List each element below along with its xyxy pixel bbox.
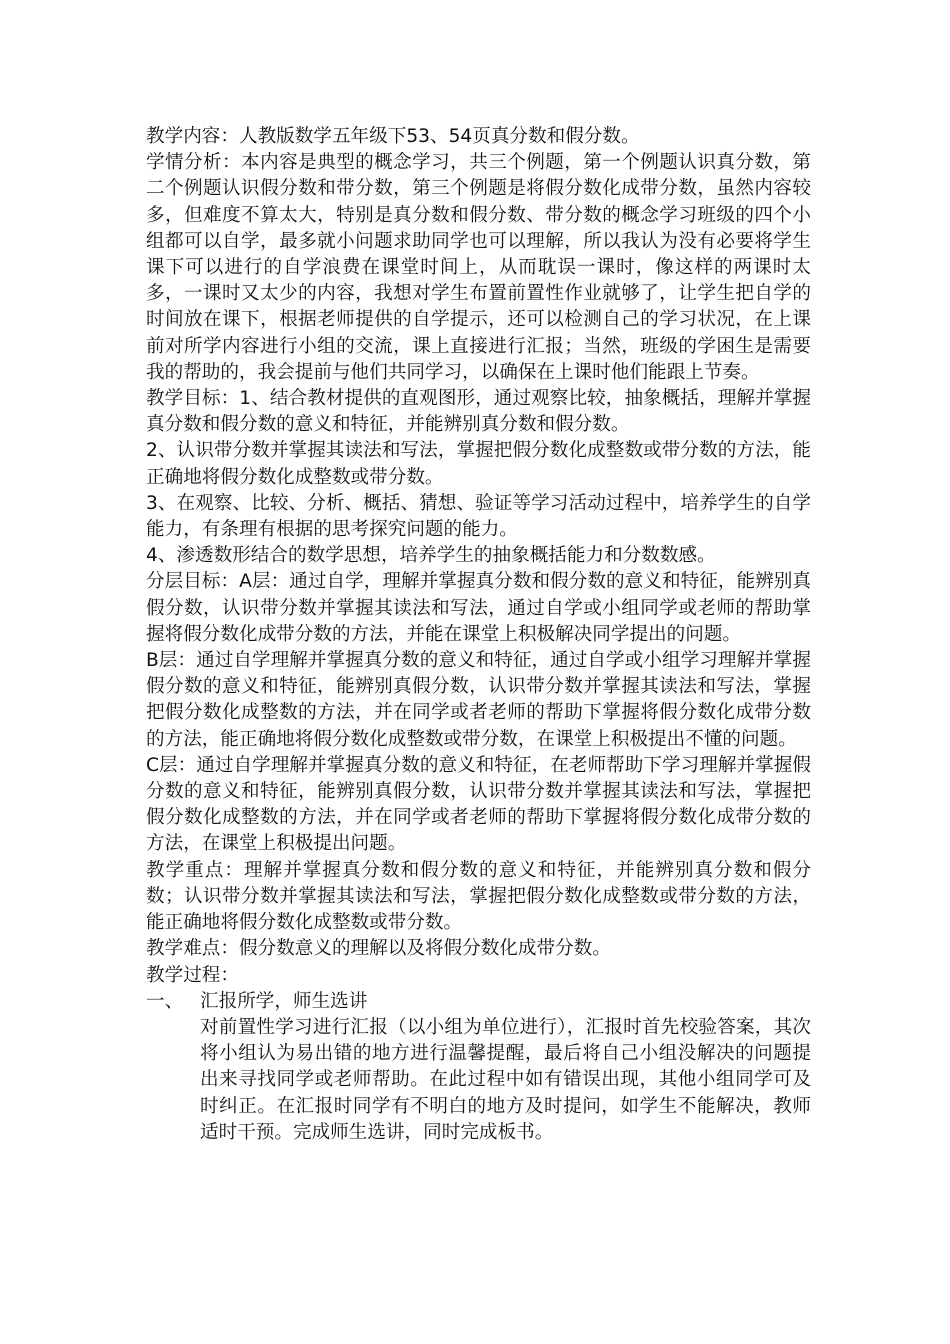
tier-goal-a-paragraph: 分层目标：A层：通过自学，理解并掌握真分数和假分数的意义和特征，能辨别真假分数，认识带分数并掌握其读法和写法，通过自学或小组同学或老师的帮助掌握将假分数化成带分数的方法，并能在课堂上积极解决同学提出的问题。 — [146, 571, 811, 645]
section-body-paragraph: 对前置性学习进行汇报（以小组为单位进行），汇报时首先校验答案，其次将小组认为易出错的地方进行温馨提醒，最后将自己小组没解决的问题提出来寻找同学或老师帮助。在此过程中如有错误出现，其他小组同学可及时纠正。在汇报时同学有不明白的地方及时提问，如学生不能解决，教师适时干预。完成师生选讲，同时完成板书。 — [200, 1016, 811, 1143]
learning-analysis-paragraph: 学情分析：本内容是典型的概念学习，共三个例题，第一个例题认识真分数，第二个例题认识假分数和带分数，第三个例题是将假分数化成带分数，虽然内容较多，但难度不算太大，特别是真分数和假分数、带分数的概念学习班级的四个小组都可以自学，最多就小问题求助同学也可以理解，所以我认为没有必要将学生课下可以进行的自学浪费在课堂时间上，从而耽误一课时，像这样的两课时太多，一课时又太少的内容，我想对学生布置前置性作业就够了，让学生把自学的时间放在课下，根据老师提供的自学提示，还可以检测自己的学习状况，在上课前对所学内容进行小组的交流，课上直接进行汇报；当然，班级的学困生是需要我的帮助的，我会提前与他们共同学习，以确保在上课时他们能跟上节奏。 — [146, 152, 811, 383]
teaching-goal-4-paragraph: 4、渗透数形结合的数学思想，培养学生的抽象概括能力和分数数感。 — [146, 545, 716, 567]
section-number: 一、 — [146, 990, 184, 1012]
teaching-goal-1-paragraph: 教学目标：1、结合教材提供的直观图形，通过观察比较，抽象概括，理解并掌握真分数和假分数的意义和特征，并能辨别真分数和假分数。 — [146, 388, 811, 436]
teaching-focus-paragraph: 教学重点：理解并掌握真分数和假分数的意义和特征，并能辨别真分数和假分数；认识带分数并掌握其读法和写法，掌握把假分数化成整数或带分数的方法，能正确地将假分数化成整数或带分数。 — [146, 859, 811, 934]
teaching-difficulty-paragraph: 教学难点：假分数意义的理解以及将假分数化成带分数。 — [146, 938, 611, 960]
teaching-content-paragraph: 教学内容：人教版数学五年级下53、54页真分数和假分数。 — [146, 126, 640, 147]
teaching-goal-2-paragraph: 2、认识带分数并掌握其读法和写法，掌握把假分数化成整数或带分数的方法，能正确地将假分数化成整数或带分数。 — [146, 440, 811, 488]
section-heading — [146, 989, 811, 1015]
teaching-goal-3-paragraph: 3、在观察、比较、分析、概括、猜想、验证等学习活动过程中，培养学生的自学能力，有条理有根据的思考探究问题的能力。 — [146, 492, 811, 541]
document-body — [146, 124, 811, 1146]
teaching-process-heading: 教学过程： — [146, 964, 239, 986]
section-title: 汇报所学，师生选讲 — [200, 990, 368, 1012]
tier-goal-c-paragraph: C层：通过自学理解并掌握真分数的意义和特征，在老师帮助下学习理解并掌握假分数的意义和特征，能辨别真假分数，认识带分数并掌握其读法和写法，掌握把假分数化成整数的方法，并在同学或者老师的帮助下掌握将假分数化成带分数的方法，在课堂上积极提出问题。 — [146, 754, 811, 855]
tier-goal-b-paragraph: B层：通过自学理解并掌握真分数的意义和特征，通过自学或小组学习理解并掌握假分数的意义和特征，能辨别真假分数，认识带分数并掌握其读法和写法，掌握把假分数化成整数的方法，并在同学或者老师的帮助下掌握将假分数化成带分数的方法，能正确地将假分数化成整数或带分数，在课堂上积极提出不懂的问题。 — [146, 650, 811, 750]
